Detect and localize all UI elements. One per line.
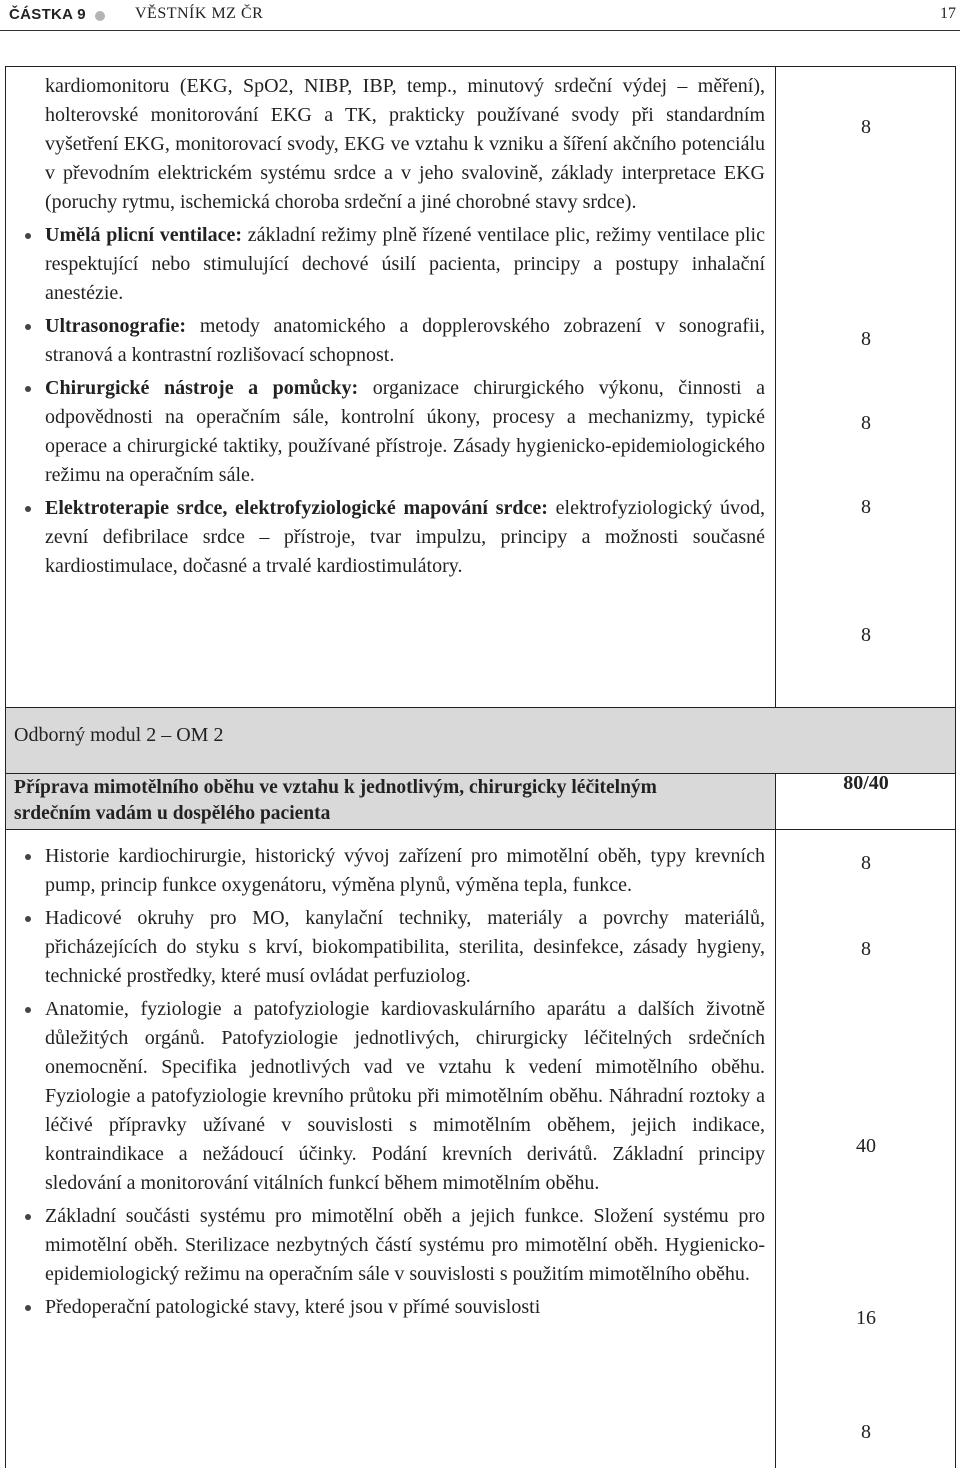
hours-value: 8: [861, 496, 871, 518]
list-item: [45, 842, 765, 900]
hours-value: 8: [861, 624, 871, 646]
list-item: [45, 221, 765, 308]
item-text: Historie kardiochirurgie, historický vývoj zařízení pro mimotělní oběh, typy krevních pump, princip funkce oxygenátoru, výměna plynů, výměna tepla, funkce.: [45, 845, 765, 896]
bullet-icon: [25, 386, 31, 392]
module-title: Odborný modul 2 – OM 2: [14, 724, 224, 746]
item-text: Základní součásti systému pro mimotělní oběh a jejich funkce. Složení systému pro mimotělní oběh. Sterilizace nezbytných částí systému pro mimotělní oběh. Hygienicko-epidemiologický režimu na operačním sále v souvislosti s použitím mimotělního oběhu.: [45, 1205, 765, 1285]
bullet-icon: [25, 1214, 31, 1220]
hours-cell: [776, 66, 956, 707]
table-row: [0, 707, 960, 773]
item-heading: Ultrasonografie:: [45, 315, 187, 337]
bullet-icon: [25, 1305, 31, 1311]
item-text: elektrofyziologický úvod, zevní defibrilace srdce – přístroje, tvar impulzu, principy a možnosti současné kardiostimulace, dočasné a trvalé kardiostimulátory.: [45, 497, 765, 577]
hours-value: 40: [856, 1135, 876, 1157]
list-item: [45, 494, 765, 581]
journal-title: VĚSTNÍK MZ ČR: [135, 5, 264, 22]
hours-value: 8: [861, 116, 871, 138]
item-text: Anatomie, fyziologie a patofyziologie kardiovaskulárního aparátu a dalších životně důležitých orgánů. Patofyziologie jednotlivých, chirurgicky léčitelných srdečních onemocnění. Specifika jednotlivých vad ve vztahu k vedení mimotělního oběhu. Fyziologie a patofyziologie krevního průtoku při mimotělním oběhu. Náhradní roztoky a léčivé přípravky užívané v souvislosti s mimotělním oběhem, jejich indikace, kontraindikace a nežádoucí účinky. Podání krevních derivátů. Základní principy sledování a monitorování vitálních funkcí během mimotělním oběhu.: [45, 998, 765, 1194]
hours-value: 8: [861, 412, 871, 434]
item-heading: Chirurgické nástroje a pomůcky:: [45, 377, 359, 399]
bullet-icon: [25, 233, 31, 239]
item-heading: Elektroterapie srdce, elektrofyziologické mapování srdce:: [45, 497, 548, 519]
list-item: [45, 1202, 765, 1289]
bullet-icon: [25, 324, 31, 330]
bullet-icon: [25, 1007, 31, 1013]
hours-value: 8: [861, 1421, 871, 1443]
item-text: metody anatomického a dopplerovského zobrazení v sonografii, stranová a kontrastní rozlišovací schopnost.: [45, 315, 765, 366]
page-header: [0, 0, 960, 30]
module-subtitle: Příprava mimotělního oběhu ve vztahu k jednotlivým, chirurgicky léčitelným srdečním vadám u dospělého pacienta: [14, 777, 657, 824]
hours-value: 16: [856, 1307, 876, 1329]
section2-content: [45, 842, 765, 1322]
bullet-icon: [25, 506, 31, 512]
list-item: [45, 904, 765, 991]
separator-dot-icon: [95, 11, 105, 21]
item-text: Hadicové okruhy pro MO, kanylační techniky, materiály a povrchy materiálů, přicházejících do styku s krví, biokompatibilita, sterilita, desinfekce, zásady hygieny, technické prostředky, které musí ovládat perfuziolog.: [45, 907, 765, 987]
list-item: [45, 312, 765, 370]
item-heading: Umělá plicní ventilace:: [45, 224, 242, 246]
section1-content: [45, 72, 765, 581]
list-item: [45, 1293, 765, 1322]
item-text: Předoperační patologické stavy, které jsou v přímé souvislosti: [45, 1296, 541, 1318]
item-text: organizace chirurgického výkonu, činnosti a odpovědnosti na operačním sále, kontrolní úkony, procesy a mechanizmy, typické operace a chirurgické taktiky, používané přístroje. Zásady hygienicko-epidemiologického režimu na operačním sále.: [45, 377, 765, 486]
header-rule: [0, 30, 960, 31]
intro-paragraph: kardiomonitoru (EKG, SpO2, NIBP, IBP, temp., minutový srdeční výdej – měření), holterovské monitorování EKG a TK, prakticky používané svody při standardním vyšetření EKG, monitorovací svody, EKG ve vztahu k vzniku a šíření akčního potenciálu v převodním elektrickém systému srdce a v jeho svalovině, základy interpretace EKG (poruchy rytmu, ischemická choroba srdeční a jiné chorobné stavy srdce).: [45, 75, 765, 213]
hours-value: 8: [861, 938, 871, 960]
issue-part: ČÁSTKA 9: [9, 6, 86, 23]
list-item: [45, 374, 765, 490]
page-number: 17: [940, 5, 956, 22]
module-total-hours: 80/40: [843, 772, 889, 794]
list-item: [45, 995, 765, 1198]
item-text: základní režimy plně řízené ventilace plic, režimy ventilace plic respektující nebo stimulující dechové úsilí pacienta, principy a postupy inhalační anestézie.: [45, 224, 765, 304]
bullet-icon: [25, 916, 31, 922]
hours-value: 8: [861, 328, 871, 350]
bullet-icon: [25, 854, 31, 860]
hours-value: 8: [861, 852, 871, 874]
